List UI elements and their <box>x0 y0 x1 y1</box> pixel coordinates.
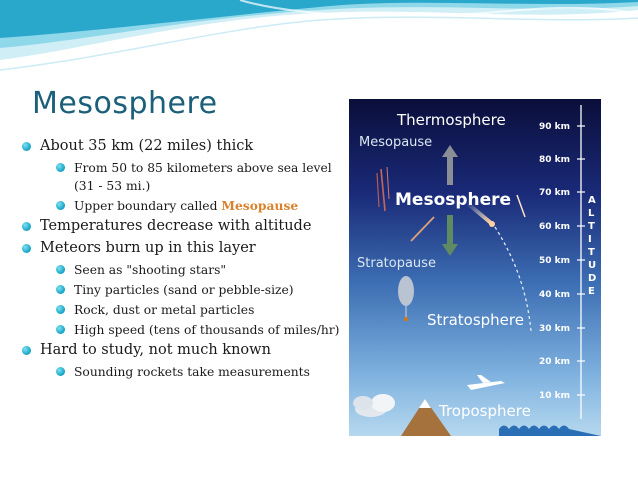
tick-40km: 40 km <box>539 290 571 300</box>
bullet-meteors: Meteors burn up in this layer <box>20 239 350 258</box>
tick-70km: 70 km <box>539 188 571 198</box>
label-mesosphere: Mesosphere <box>395 190 512 210</box>
altitude-letter: T <box>588 247 595 258</box>
altitude-letter: U <box>588 260 597 271</box>
tick-30km: 30 km <box>539 324 571 334</box>
bullet-thickness: About 35 km (22 miles) thick <box>20 137 350 156</box>
sub-bullet-shooting-stars: Seen as "shooting stars" <box>20 261 350 279</box>
altitude-letter: T <box>588 221 595 232</box>
bullet-dot-icon <box>56 163 65 172</box>
atmosphere-diagram <box>349 99 601 436</box>
label-stratopause: Stratopause <box>357 256 436 271</box>
label-troposphere: Troposphere <box>439 402 531 420</box>
bullet-dot-icon <box>56 265 65 274</box>
bullet-dot-icon <box>22 142 31 151</box>
bullet-dot-icon <box>56 285 65 294</box>
bullet-temperature: Temperatures decrease with altitude <box>20 217 350 236</box>
bullet-dot-icon <box>22 244 31 253</box>
top-wave-decoration <box>0 0 638 80</box>
tick-80km: 80 km <box>539 155 571 165</box>
bullet-dot-icon <box>56 305 65 314</box>
altitude-letter: I <box>588 234 592 245</box>
altitude-letter: L <box>588 208 595 219</box>
tick-20km: 20 km <box>539 357 571 367</box>
sub-bullet-materials: Rock, dust or metal particles <box>20 301 350 319</box>
bullet-list <box>20 137 350 383</box>
sub-bullet-particles: Tiny particles (sand or pebble-size) <box>20 281 350 299</box>
tick-60km: 60 km <box>539 222 571 232</box>
tick-90km: 90 km <box>539 122 571 132</box>
tick-50km: 50 km <box>539 256 571 266</box>
bullet-dot-icon <box>56 325 65 334</box>
label-thermosphere: Thermosphere <box>397 111 506 129</box>
bullet-dot-icon <box>56 201 65 210</box>
bullet-hard-to-study: Hard to study, not much known <box>20 341 350 360</box>
tick-10km: 10 km <box>539 391 571 401</box>
altitude-letter: D <box>588 273 597 284</box>
sub-bullet-upper-boundary: Upper boundary called Mesopause <box>20 197 350 215</box>
label-mesopause: Mesopause <box>359 135 433 150</box>
mesopause-highlight: Mesopause <box>221 198 299 213</box>
altitude-letter: A <box>588 195 596 206</box>
slide-title: Mesosphere <box>32 86 218 121</box>
label-stratosphere: Stratosphere <box>427 311 524 329</box>
bullet-dot-icon <box>22 222 31 231</box>
altitude-letter: E <box>588 286 595 297</box>
sub-bullet-altitude-range: From 50 to 85 kilometers above sea level (31 - 53 mi.) <box>20 159 350 195</box>
bullet-dot-icon <box>22 346 31 355</box>
bullet-dot-icon <box>56 367 65 376</box>
sub-bullet-speed: High speed (tens of thousands of miles/hr) <box>20 321 350 339</box>
sub-bullet-rockets: Sounding rockets take measurements <box>20 363 350 381</box>
